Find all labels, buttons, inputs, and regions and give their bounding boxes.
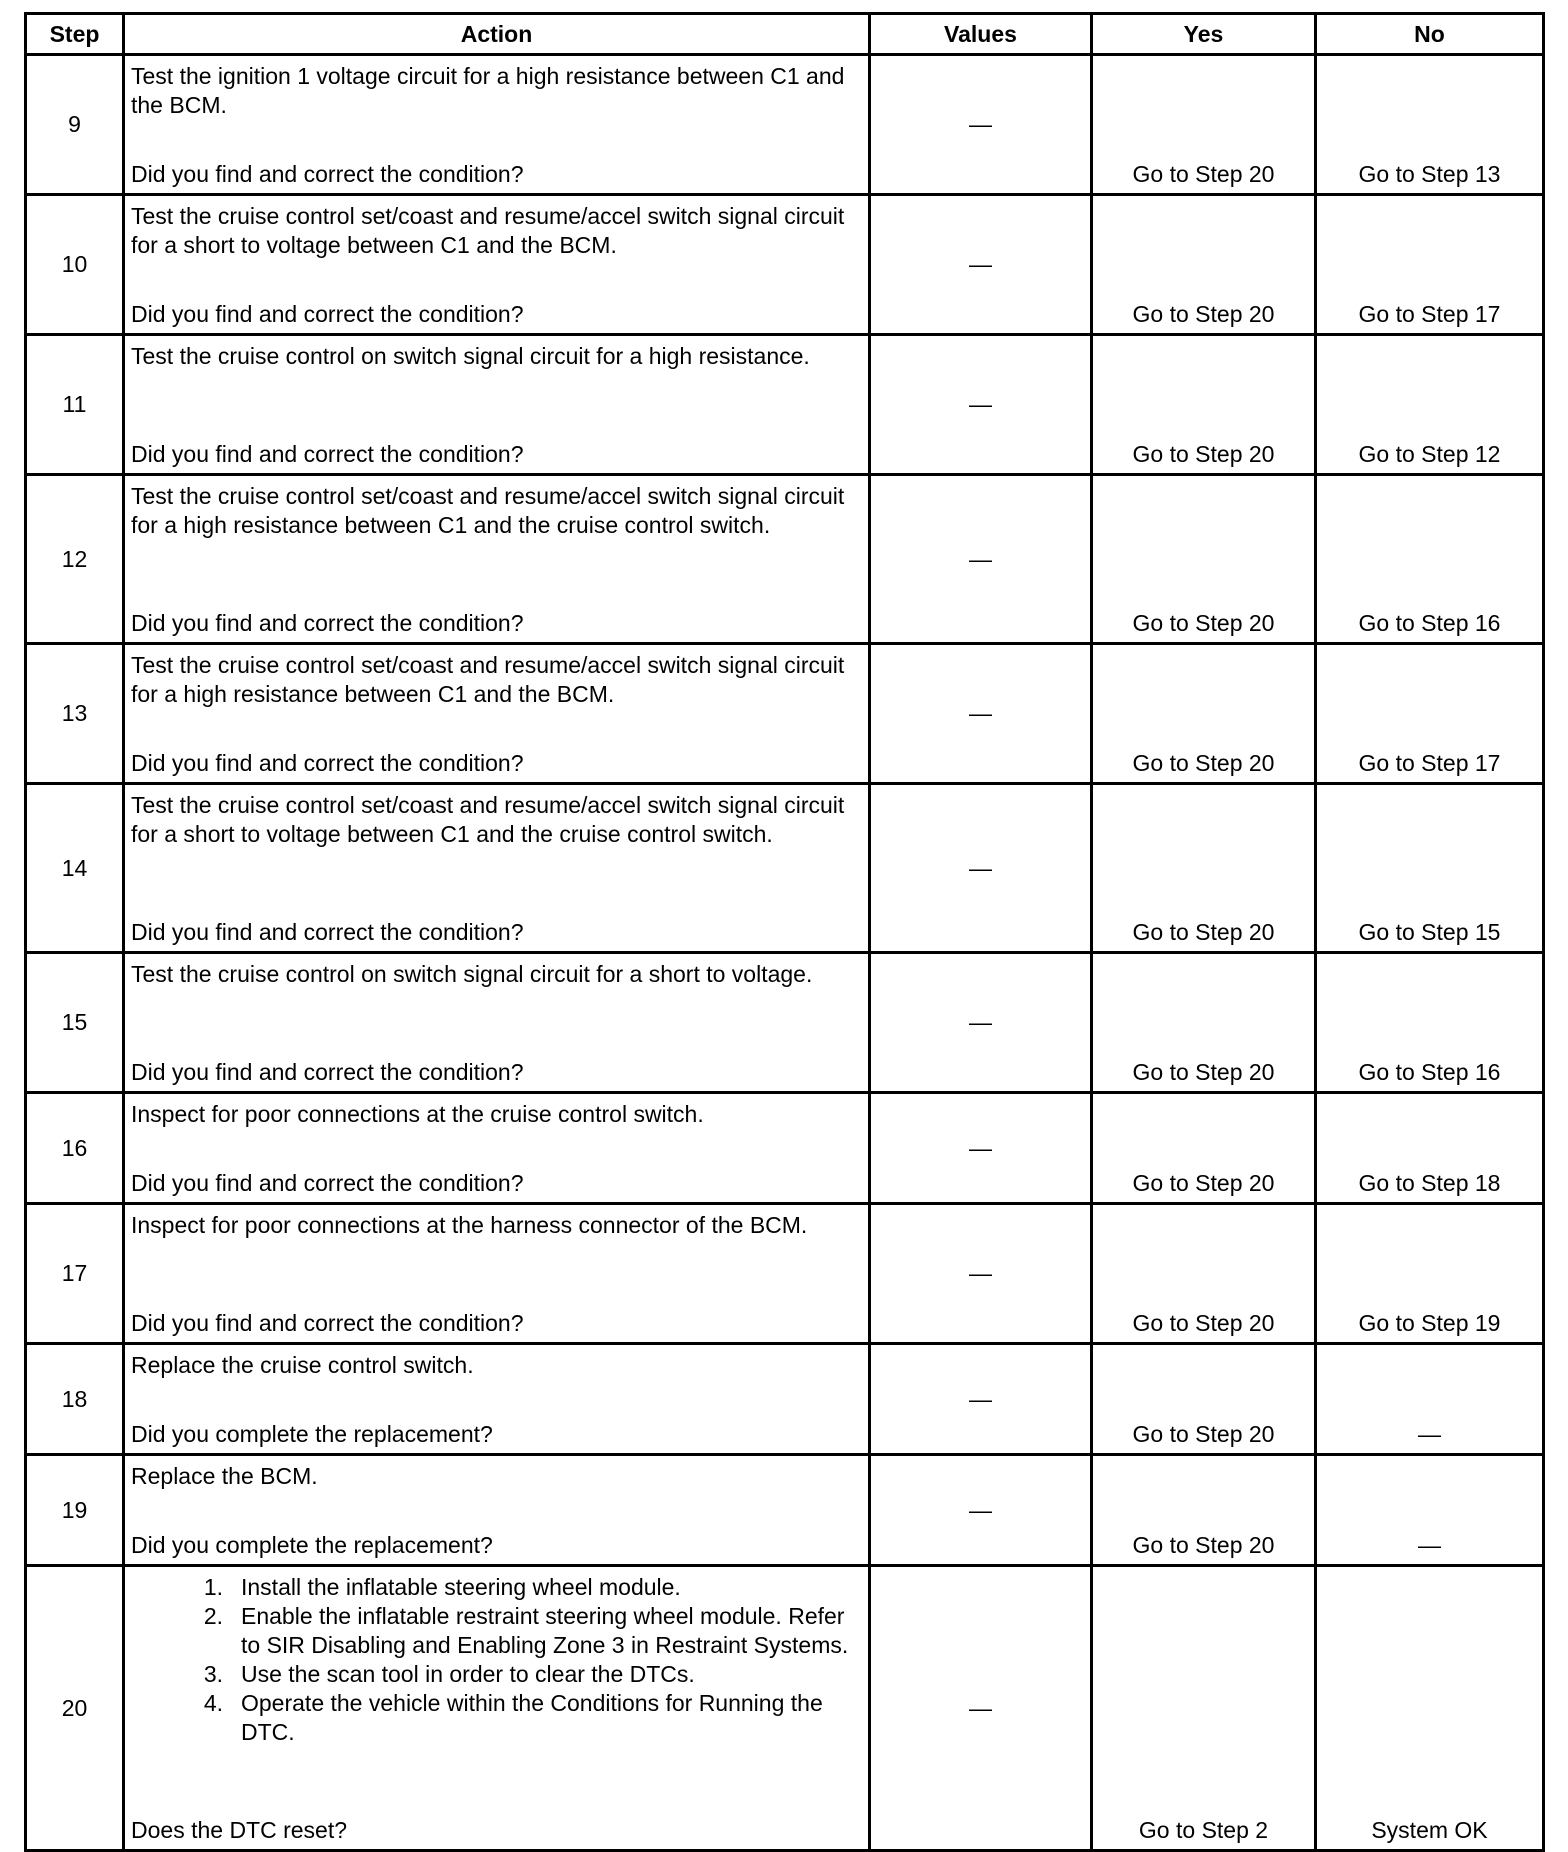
no-cell: Go to Step 15: [1316, 784, 1544, 953]
action-cell: [124, 1566, 870, 1851]
action-instruction: Test the cruise control set/coast and resume/accel switch signal circuit for a short to voltage between C1 and the BCM.: [131, 203, 845, 258]
no-cell: Go to Step 12: [1316, 335, 1544, 475]
no-cell: Go to Step 16: [1316, 953, 1544, 1093]
yes-cell: Go to Step 20: [1092, 475, 1316, 644]
action-instruction: Test the cruise control on switch signal circuit for a high resistance.: [131, 343, 810, 369]
list-item: [131, 1602, 862, 1660]
diagnostic-table: [24, 12, 1545, 1852]
yes-cell: Go to Step 20: [1092, 1204, 1316, 1344]
yes-cell: Go to Step 20: [1092, 953, 1316, 1093]
action-question: Did you complete the replacement?: [131, 1532, 493, 1558]
list-item-number: 2.: [203, 1603, 223, 1629]
list-item-text: Install the inflatable steering wheel module.: [241, 1574, 681, 1600]
step-number: 11: [26, 335, 124, 475]
step-number: 20: [26, 1566, 124, 1851]
table-row: [26, 1093, 1544, 1204]
table-row: [26, 1455, 1544, 1566]
yes-cell: Go to Step 20: [1092, 335, 1316, 475]
values-cell: —: [870, 1344, 1092, 1455]
no-cell: —: [1316, 1455, 1544, 1566]
step-number: 13: [26, 644, 124, 784]
no-cell: Go to Step 19: [1316, 1204, 1544, 1344]
list-item-text: Operate the vehicle within the Conditions for Running the DTC.: [241, 1690, 823, 1745]
action-cell: [124, 335, 870, 475]
action-question: Did you find and correct the condition?: [131, 610, 524, 636]
values-cell: —: [870, 1204, 1092, 1344]
header-action: Action: [124, 14, 870, 55]
step-number: 18: [26, 1344, 124, 1455]
values-cell: —: [870, 953, 1092, 1093]
action-cell: [124, 1344, 870, 1455]
list-item-text: Use the scan tool in order to clear the DTCs.: [241, 1661, 695, 1687]
step-number: 9: [26, 55, 124, 195]
step-number: 12: [26, 475, 124, 644]
list-item: [131, 1660, 862, 1689]
yes-cell: Go to Step 2: [1092, 1566, 1316, 1851]
action-cell: [124, 1093, 870, 1204]
header-no: No: [1316, 14, 1544, 55]
no-cell: Go to Step 13: [1316, 55, 1544, 195]
action-cell: [124, 953, 870, 1093]
action-question: Did you complete the replacement?: [131, 1421, 493, 1447]
action-cell: [124, 644, 870, 784]
values-cell: —: [870, 475, 1092, 644]
action-cell: [124, 475, 870, 644]
no-cell: System OK: [1316, 1566, 1544, 1851]
list-item-text: Enable the inflatable restraint steering wheel module. Refer to SIR Disabling and Enabling Zone 3 in Restraint Systems.: [241, 1603, 849, 1658]
table-row: [26, 953, 1544, 1093]
step-number: 17: [26, 1204, 124, 1344]
action-cell: [124, 195, 870, 335]
action-steps-list: [131, 1573, 862, 1747]
action-instruction: Test the cruise control on switch signal circuit for a short to voltage.: [131, 961, 813, 987]
list-item-number: 1.: [203, 1574, 223, 1600]
yes-cell: Go to Step 20: [1092, 1093, 1316, 1204]
table-row: [26, 1344, 1544, 1455]
diagnostic-table-container: [24, 12, 1542, 1852]
action-instruction: Inspect for poor connections at the cruise control switch.: [131, 1101, 704, 1127]
values-cell: —: [870, 55, 1092, 195]
action-question: Did you find and correct the condition?: [131, 1310, 524, 1336]
action-question: Did you find and correct the condition?: [131, 1170, 524, 1196]
action-cell: [124, 1204, 870, 1344]
values-cell: —: [870, 195, 1092, 335]
action-cell: [124, 1455, 870, 1566]
step-number: 19: [26, 1455, 124, 1566]
action-instruction: Test the cruise control set/coast and resume/accel switch signal circuit for a high resistance between C1 and the BCM.: [131, 652, 845, 707]
yes-cell: Go to Step 20: [1092, 195, 1316, 335]
values-cell: —: [870, 1455, 1092, 1566]
action-instruction: Test the cruise control set/coast and resume/accel switch signal circuit for a short to voltage between C1 and the cruise control switch.: [131, 792, 845, 847]
step-number: 10: [26, 195, 124, 335]
yes-cell: Go to Step 20: [1092, 784, 1316, 953]
list-item: [131, 1573, 862, 1602]
header-values: Values: [870, 14, 1092, 55]
yes-cell: Go to Step 20: [1092, 644, 1316, 784]
action-cell: [124, 784, 870, 953]
action-cell: [124, 55, 870, 195]
action-instruction: Test the cruise control set/coast and resume/accel switch signal circuit for a high resistance between C1 and the cruise control switch.: [131, 483, 845, 538]
list-item-number: 3.: [203, 1661, 223, 1687]
action-question: Did you find and correct the condition?: [131, 441, 524, 467]
header-step: Step: [26, 14, 124, 55]
table-row: [26, 784, 1544, 953]
action-question: Does the DTC reset?: [131, 1817, 348, 1843]
action-instruction: Inspect for poor connections at the harness connector of the BCM.: [131, 1212, 808, 1238]
table-row: [26, 335, 1544, 475]
header-row: [26, 14, 1544, 55]
no-cell: Go to Step 17: [1316, 644, 1544, 784]
table-row: [26, 1204, 1544, 1344]
no-cell: Go to Step 17: [1316, 195, 1544, 335]
action-question: Did you find and correct the condition?: [131, 1059, 524, 1085]
list-item: [131, 1689, 862, 1747]
values-cell: —: [870, 644, 1092, 784]
action-instruction: Test the ignition 1 voltage circuit for a high resistance between C1 and the BCM.: [131, 63, 845, 118]
table-row: [26, 195, 1544, 335]
yes-cell: Go to Step 20: [1092, 1344, 1316, 1455]
action-question: Did you find and correct the condition?: [131, 301, 524, 327]
header-yes: Yes: [1092, 14, 1316, 55]
action-question: Did you find and correct the condition?: [131, 919, 524, 945]
table-row: [26, 644, 1544, 784]
action-instruction: Replace the BCM.: [131, 1463, 318, 1489]
table-row: [26, 1566, 1544, 1851]
step-number: 16: [26, 1093, 124, 1204]
no-cell: Go to Step 18: [1316, 1093, 1544, 1204]
yes-cell: Go to Step 20: [1092, 55, 1316, 195]
table-row: [26, 475, 1544, 644]
action-question: Did you find and correct the condition?: [131, 161, 524, 187]
table-row: [26, 55, 1544, 195]
no-cell: Go to Step 16: [1316, 475, 1544, 644]
list-item-number: 4.: [203, 1690, 223, 1716]
values-cell: —: [870, 784, 1092, 953]
no-cell: —: [1316, 1344, 1544, 1455]
values-cell: —: [870, 335, 1092, 475]
action-question: Did you find and correct the condition?: [131, 750, 524, 776]
yes-cell: Go to Step 20: [1092, 1455, 1316, 1566]
step-number: 15: [26, 953, 124, 1093]
step-number: 14: [26, 784, 124, 953]
values-cell: —: [870, 1093, 1092, 1204]
action-instruction: Replace the cruise control switch.: [131, 1352, 474, 1378]
values-cell: —: [870, 1566, 1092, 1851]
